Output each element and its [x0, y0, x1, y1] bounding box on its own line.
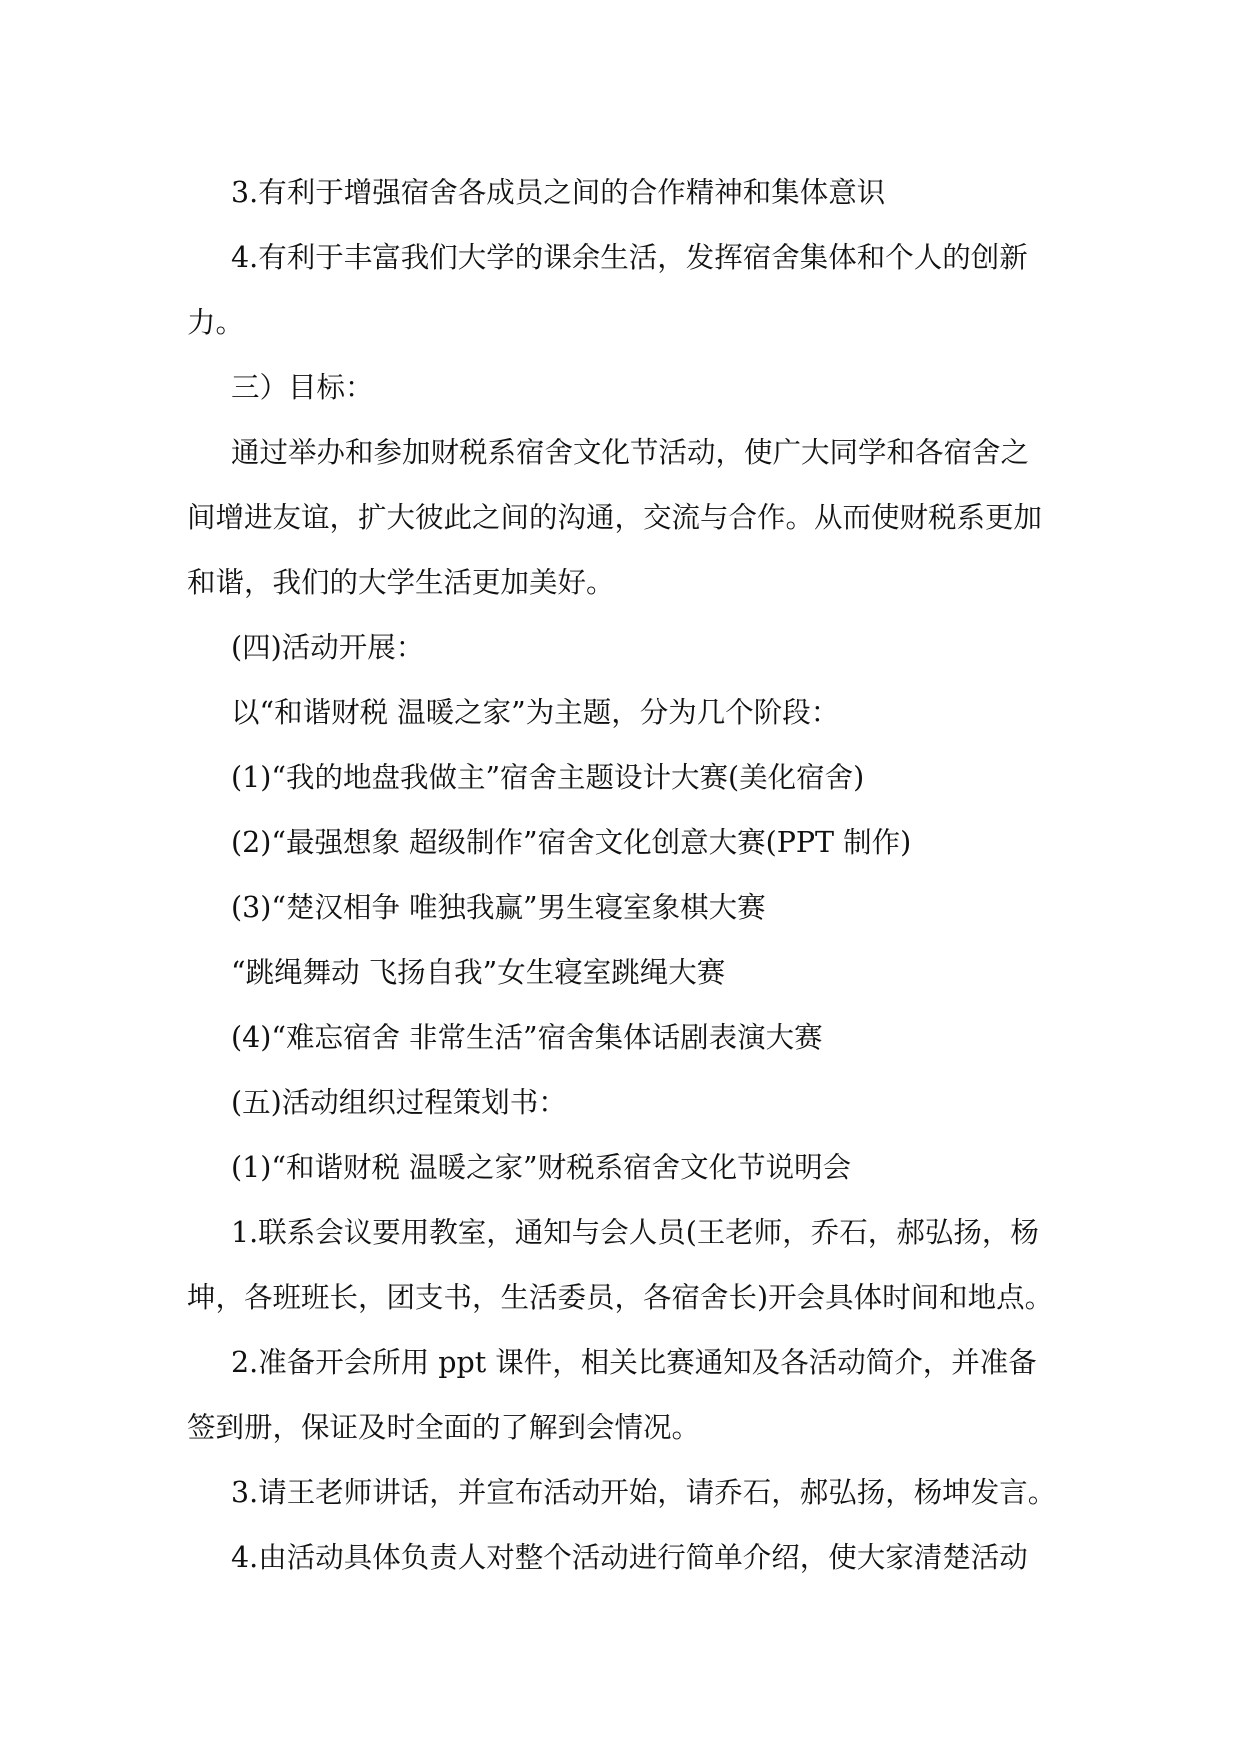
section-heading-goals — [187, 355, 1057, 420]
text-line: 4.有利于丰富我们大学的课余生活，发挥宿舍集体和个人的创新 — [231, 241, 1028, 274]
section-heading-planning — [187, 1070, 1057, 1135]
text-line: (五)活动组织过程策划书： — [231, 1086, 567, 1119]
text-line: (3)“楚汉相争 唯独我赢”男生寝室象棋大赛 — [231, 891, 766, 924]
paragraph-step-1 — [187, 1200, 1057, 1330]
text-line: (1)“我的地盘我做主”宿舍主题设计大赛(美化宿舍) — [231, 761, 865, 794]
text-line: (4)“难忘宿舍 非常生活”宿舍集体话剧表演大赛 — [231, 1021, 823, 1054]
section-heading-activities — [187, 615, 1057, 680]
list-item-stage-4 — [187, 1005, 1057, 1070]
text-line: 4.由活动具体负责人对整个活动进行简单介绍，使大家清楚活动 — [231, 1541, 1028, 1574]
paragraph-step-2 — [187, 1330, 1057, 1460]
text-line: 以“和谐财税 温暖之家”为主题，分为几个阶段： — [231, 696, 840, 729]
text-line: 间增进友谊，扩大彼此之间的沟通，交流与合作。从而使财税系更加 — [187, 501, 1043, 534]
text-line: (2)“最强想象 超级制作”宿舍文化创意大赛(PPT 制作) — [231, 826, 912, 859]
paragraph-goals-body — [187, 420, 1057, 615]
text-line: (1)“和谐财税 温暖之家”财税系宿舍文化节说明会 — [231, 1151, 852, 1184]
list-item-stage-1 — [187, 745, 1057, 810]
text-line: 3.有利于增强宿舍各成员之间的合作精神和集体意识 — [231, 176, 886, 209]
list-item-stage-3-girls — [187, 940, 1057, 1005]
text-line: “跳绳舞动 飞扬自我”女生寝室跳绳大赛 — [231, 956, 726, 989]
text-line: 三）目标： — [231, 371, 374, 404]
paragraph-step-4 — [187, 1525, 1057, 1590]
text-line: 力。 — [187, 306, 245, 339]
document-body — [187, 160, 1057, 1590]
text-line: 签到册，保证及时全面的了解到会情况。 — [187, 1411, 701, 1444]
paragraph-step-3 — [187, 1460, 1057, 1525]
paragraph-item-4 — [187, 225, 1057, 355]
text-line: 和谐，我们的大学生活更加美好。 — [187, 566, 615, 599]
list-item-stage-2 — [187, 810, 1057, 875]
text-line: 3.请王老师讲话，并宣布活动开始，请乔石，郝弘扬，杨坤发言。 — [231, 1476, 1057, 1509]
paragraph-theme — [187, 680, 1057, 745]
text-line: 1.联系会议要用教室，通知与会人员(王老师，乔石，郝弘扬，杨 — [231, 1216, 1039, 1249]
text-line: 通过举办和参加财税系宿舍文化节活动，使广大同学和各宿舍之 — [231, 436, 1030, 469]
subsection-heading-briefing — [187, 1135, 1057, 1200]
paragraph-item-3 — [187, 160, 1057, 225]
list-item-stage-3 — [187, 875, 1057, 940]
text-line: 2.准备开会所用 ppt 课件，相关比赛通知及各活动简介，并准备 — [231, 1346, 1037, 1379]
text-line: 坤，各班班长，团支书，生活委员，各宿舍长)开会具体时间和地点。 — [187, 1281, 1054, 1314]
text-line: (四)活动开展： — [231, 631, 425, 664]
